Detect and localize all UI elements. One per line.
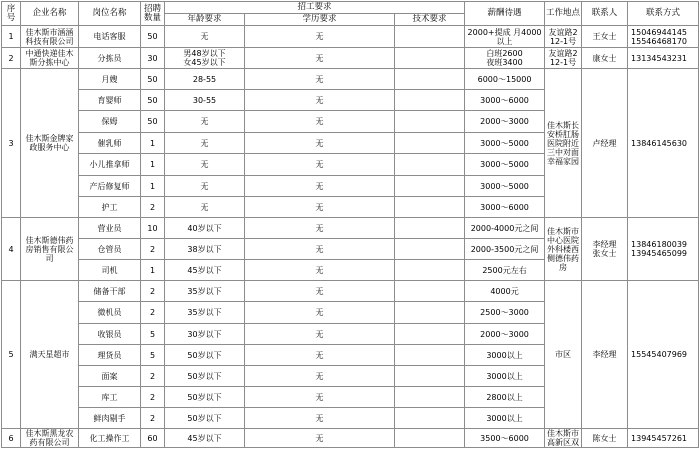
header-position: 岗位名称 [79, 2, 141, 26]
job-count: 50 [141, 90, 165, 111]
job-count: 5 [141, 345, 165, 366]
job-age: 38岁以下 [165, 239, 245, 260]
contact-phone: 13846180039 13945465099 [628, 218, 699, 281]
job-position: 收银员 [79, 324, 141, 345]
job-salary: 2800以上 [465, 387, 545, 408]
job-skill [395, 197, 465, 218]
company-name: 中通快递佳木斯分拣中心 [21, 48, 79, 69]
job-age: 无 [165, 154, 245, 176]
job-education: 无 [245, 239, 395, 260]
job-position: 营业员 [79, 218, 141, 239]
job-skill [395, 429, 465, 448]
job-count: 2 [141, 366, 165, 387]
job-count: 5 [141, 324, 165, 345]
contact-person: 卢经理 [582, 69, 628, 218]
job-age: 无 [165, 197, 245, 218]
job-skill [395, 260, 465, 281]
header-phone: 联系方式 [628, 2, 699, 26]
job-position: 仓管员 [79, 239, 141, 260]
contact-phone: 15545407969 [628, 281, 699, 429]
job-position: 分拣员 [79, 48, 141, 69]
job-salary: 2000-4000元之间 [465, 218, 545, 239]
job-position: 司机 [79, 260, 141, 281]
job-salary: 2500元左右 [465, 260, 545, 281]
job-skill [395, 26, 465, 48]
row-index: 2 [2, 48, 21, 69]
job-position: 小儿推拿师 [79, 154, 141, 176]
job-position: 催乳师 [79, 133, 141, 154]
work-location: 友谊路212-1号 [545, 48, 582, 69]
row-index: 6 [2, 429, 21, 448]
job-skill [395, 90, 465, 111]
table-row [2, 26, 699, 48]
job-age: 无 [165, 176, 245, 197]
job-education: 无 [245, 345, 395, 366]
job-count: 50 [141, 69, 165, 90]
work-location: 佳木斯市中心医院外科楼西侧德伟药房 [545, 218, 582, 281]
header-requirements: 招工要求 [165, 2, 465, 14]
table-row [2, 429, 699, 448]
job-count: 50 [141, 26, 165, 48]
job-position: 化工操作工 [79, 429, 141, 448]
job-age: 40岁以下 [165, 218, 245, 239]
job-salary: 3000以上 [465, 345, 545, 366]
job-position: 理货员 [79, 345, 141, 366]
job-skill [395, 408, 465, 429]
table-row [2, 281, 699, 302]
job-age: 30-55 [165, 90, 245, 111]
job-count: 30 [141, 48, 165, 69]
job-education: 无 [245, 48, 395, 69]
job-position: 面案 [79, 366, 141, 387]
job-salary: 2000～3000 [465, 324, 545, 345]
company-name: 满天星超市 [21, 281, 79, 429]
job-age: 35岁以下 [165, 281, 245, 302]
company-name: 佳木斯德伟药房销售有限公司 [21, 218, 79, 281]
header-age: 年龄要求 [165, 14, 245, 26]
table-body [2, 26, 699, 448]
job-salary: 4000元 [465, 281, 545, 302]
contact-person: 康女士 [582, 48, 628, 69]
contact-person: 李经理 [582, 281, 628, 429]
contact-person: 李经理 张女士 [582, 218, 628, 281]
work-location: 佳木斯市高新区双 [545, 429, 582, 448]
job-education: 无 [245, 176, 395, 197]
job-salary: 3000～5000 [465, 176, 545, 197]
company-name: 佳木斯黑龙农药有限公司 [21, 429, 79, 448]
row-index: 4 [2, 218, 21, 281]
job-salary: 3000～6000 [465, 197, 545, 218]
job-skill [395, 387, 465, 408]
job-position: 微机员 [79, 302, 141, 324]
job-salary: 2000+提成 月4000以上 [465, 26, 545, 48]
header-salary: 薪酬待遇 [465, 2, 545, 26]
header-education: 学历要求 [245, 14, 395, 26]
job-position: 鲜肉剔手 [79, 408, 141, 429]
job-age: 无 [165, 133, 245, 154]
job-education: 无 [245, 366, 395, 387]
job-skill [395, 111, 465, 133]
job-education: 无 [245, 429, 395, 448]
job-education: 无 [245, 90, 395, 111]
job-salary: 3000～5000 [465, 154, 545, 176]
job-education: 无 [245, 197, 395, 218]
job-count: 10 [141, 218, 165, 239]
job-skill [395, 366, 465, 387]
job-skill [395, 302, 465, 324]
job-count: 2 [141, 281, 165, 302]
job-education: 无 [245, 260, 395, 281]
job-count: 1 [141, 154, 165, 176]
job-education: 无 [245, 133, 395, 154]
job-age: 45岁以下 [165, 429, 245, 448]
job-count: 2 [141, 302, 165, 324]
job-count: 2 [141, 197, 165, 218]
contact-phone: 13945457261 [628, 429, 699, 448]
header-location: 工作地点 [545, 2, 582, 26]
job-age: 28-55 [165, 69, 245, 90]
work-location: 佳木斯长安桥肛肠医院附近三中对面幸福家园 [545, 69, 582, 218]
job-count: 50 [141, 111, 165, 133]
job-salary: 3000～6000 [465, 90, 545, 111]
job-count: 60 [141, 429, 165, 448]
job-skill [395, 176, 465, 197]
header-company: 企业名称 [21, 2, 79, 26]
job-salary: 6000～15000 [465, 69, 545, 90]
header-count: 招聘数量 [141, 2, 165, 26]
company-name: 佳木斯金牌家政服务中心 [21, 69, 79, 218]
job-position: 产后修复师 [79, 176, 141, 197]
job-salary: 2000-3500元之间 [465, 239, 545, 260]
job-skill [395, 345, 465, 366]
job-education: 无 [245, 69, 395, 90]
job-age: 男48岁以下 女45岁以下 [165, 48, 245, 69]
header-index: 序号 [2, 2, 21, 26]
table-row [2, 48, 699, 69]
header-contact: 联系人 [582, 2, 628, 26]
recruitment-table [1, 1, 699, 448]
work-location: 市区 [545, 281, 582, 429]
job-education: 无 [245, 26, 395, 48]
row-index: 5 [2, 281, 21, 429]
header-skill: 技术要求 [395, 14, 465, 26]
job-count: 1 [141, 133, 165, 154]
work-location: 友谊路212-1号 [545, 26, 582, 48]
job-count: 2 [141, 239, 165, 260]
row-index: 3 [2, 69, 21, 218]
job-position: 电话客服 [79, 26, 141, 48]
job-education: 无 [245, 218, 395, 239]
job-salary: 2000～3000 [465, 111, 545, 133]
job-age: 50岁以下 [165, 366, 245, 387]
contact-person: 王女士 [582, 26, 628, 48]
job-position: 保姆 [79, 111, 141, 133]
job-education: 无 [245, 302, 395, 324]
job-count: 1 [141, 176, 165, 197]
job-age: 50岁以下 [165, 408, 245, 429]
job-position: 护工 [79, 197, 141, 218]
job-age: 50岁以下 [165, 345, 245, 366]
job-age: 35岁以下 [165, 302, 245, 324]
job-salary: 3000以上 [465, 366, 545, 387]
job-skill [395, 281, 465, 302]
job-salary: 白班2600 夜班3400 [465, 48, 545, 69]
job-skill [395, 239, 465, 260]
job-age: 30岁以下 [165, 324, 245, 345]
job-position: 月嫂 [79, 69, 141, 90]
job-education: 无 [245, 387, 395, 408]
row-index: 1 [2, 26, 21, 48]
job-skill [395, 133, 465, 154]
job-age: 无 [165, 111, 245, 133]
job-education: 无 [245, 281, 395, 302]
job-education: 无 [245, 111, 395, 133]
job-count: 1 [141, 260, 165, 281]
contact-person: 陈女士 [582, 429, 628, 448]
job-salary: 2500～3000 [465, 302, 545, 324]
contact-phone: 13134543231 [628, 48, 699, 69]
company-name: 佳木斯市涵涵科技有限公司 [21, 26, 79, 48]
table-row [2, 69, 699, 90]
job-count: 2 [141, 387, 165, 408]
job-salary: 3000～5000 [465, 133, 545, 154]
job-age: 45岁以下 [165, 260, 245, 281]
job-salary: 3500～6000 [465, 429, 545, 448]
job-skill [395, 48, 465, 69]
job-age: 50岁以下 [165, 387, 245, 408]
contact-phone: 13846145630 [628, 69, 699, 218]
job-skill [395, 324, 465, 345]
job-position: 库工 [79, 387, 141, 408]
job-count: 2 [141, 408, 165, 429]
job-age: 无 [165, 26, 245, 48]
job-position: 育婴师 [79, 90, 141, 111]
job-education: 无 [245, 408, 395, 429]
header-row [2, 2, 699, 14]
table-row [2, 218, 699, 239]
job-skill [395, 218, 465, 239]
job-salary: 3000以上 [465, 408, 545, 429]
job-education: 无 [245, 324, 395, 345]
job-education: 无 [245, 154, 395, 176]
job-skill [395, 69, 465, 90]
contact-phone: 15046944145 15546468170 [628, 26, 699, 48]
job-position: 储备干部 [79, 281, 141, 302]
job-skill [395, 154, 465, 176]
